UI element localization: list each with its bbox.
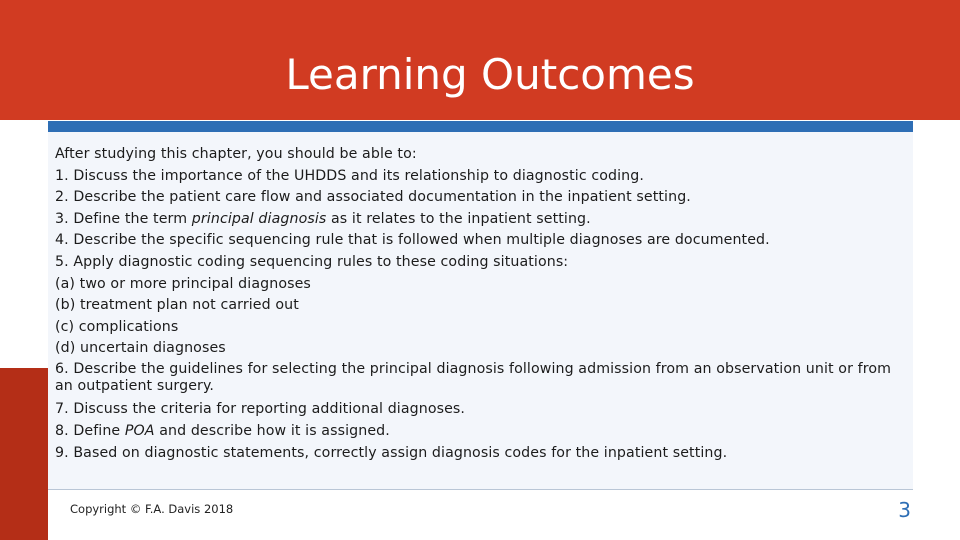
sub-item-d: (d) uncertain diagnoses (55, 340, 226, 357)
content-box (48, 121, 913, 490)
outcome-item-7: 7. Discuss the criteria for reporting additional diagnoses. (55, 401, 466, 418)
outcome-item-8-suffix: and describe how it is assigned. (154, 423, 390, 440)
outcome-item-5: 5. Apply diagnostic coding sequencing rules to these coding situations: (55, 253, 569, 270)
sub-item-a: (a) two or more principal diagnoses (55, 275, 311, 292)
principal-diagnosis-term: principal diagnosis (191, 210, 327, 227)
sub-item-b: (b) treatment plan not carried out (55, 297, 299, 314)
slide-title: Learning Outcomes (285, 50, 695, 99)
left-accent-bar (0, 368, 48, 540)
poa-term: POA (124, 423, 155, 440)
learning-outcomes-list (55, 144, 905, 464)
outcome-item-6: 6. Describe the guidelines for selecting the principal diagnosis following admission from an observation unit or from an outpatient surgery. (55, 360, 892, 394)
outcome-item-1: 1. Discuss the importance of the UHDDS and its relationship to diagnostic coding. (55, 167, 644, 184)
outcome-item-4: 4. Describe the specific sequencing rule that is followed when multiple diagnoses are documented. (55, 232, 770, 249)
page-number: 3 (898, 498, 911, 522)
outcome-item-8 (55, 421, 905, 443)
outcome-item-3 (55, 209, 905, 231)
outcome-item-3-prefix: 3. Define the term (55, 210, 192, 227)
outcome-item-8-prefix: 8. Define (55, 423, 125, 440)
intro-text: After studying this chapter, you should be able to: (55, 146, 417, 162)
copyright-text: Copyright © F.A. Davis 2018 (70, 502, 234, 516)
sub-item-c: (c) complications (55, 318, 179, 335)
outcome-item-3-suffix: as it relates to the inpatient setting. (326, 210, 591, 227)
outcome-item-2: 2. Describe the patient care flow and associated documentation in the inpatient setting. (55, 189, 691, 206)
outcome-item-9: 9. Based on diagnostic statements, correctly assign diagnosis codes for the inpatient setting. (55, 444, 728, 461)
